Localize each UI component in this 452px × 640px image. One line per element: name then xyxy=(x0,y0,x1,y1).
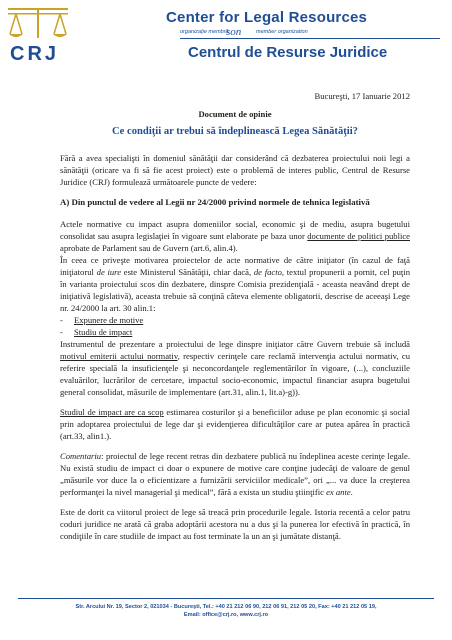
paragraph-comment xyxy=(60,450,410,498)
p2-italic-2: de facto xyxy=(253,267,282,277)
bullet-dash: - xyxy=(60,327,63,337)
p1-text-a: Actele normative cu impact asupra domeniilor social, economic şi de mediu, asupra bugetului consolidat sau asupra legislaţiei în vigoare sunt elaborate pe baza unor xyxy=(60,219,410,241)
p4-text-b: estimarea costurilor şi a beneficiilor aduse pe plan economic şi social prin adoptarea proiectului de lege dar şi evidenţierea dificultăţilor care ar putea apărea în practică (art.33, alin1.). xyxy=(60,407,410,441)
footer-divider xyxy=(18,598,434,599)
org-name-english: Center for Legal Resources xyxy=(166,9,368,26)
paragraph-conclusion: Este de dorit ca viitorul proiect de lege să treacă prin procedurile legale. Istoria recentă a celor patru coduri juridice ne arată că graba adoptării acestora nu a dus şi la punerea lor efectivă în practică, în condiţiile în care studiile de impact au fost terminate la un an şi jumătate distanţă. xyxy=(60,507,410,541)
bullet-dash: - xyxy=(60,315,63,325)
p3-text-a: Instrumentul de prezentare a proiectului de lege dinspre iniţiator către Guvern trebuie să includă xyxy=(60,339,410,349)
p5-italic-2: ex ante xyxy=(326,487,351,497)
scales-of-justice-icon xyxy=(6,4,76,64)
p5-text-b: : proiectul de lege recent retras din dezbatere publică nu îndeplinea aceste cerinţe legale. Nu există studiu de impact ci doar o expunere de motive care conţine judecăţi de valoare de genul „măsurile vor duce la o eficientizare a furnizării serviciilor medicale”, ori „... va duce la creşterea performanţei la nivel managerial şi medical”, fără a exista un studiu ştiinţific xyxy=(60,451,410,497)
son-mark: son xyxy=(226,26,242,38)
letterhead xyxy=(0,0,452,70)
paragraph-motivation xyxy=(60,254,410,314)
footer-address: Str. Arcului Nr. 19, Sector 2, 021034 - Bucureşti, Tel.: +40 21 212 06 90, 212 06 91, 212 05 20, Fax: +40 21 212 05 19, xyxy=(75,604,377,610)
p3-underlined: motivul emiterii actului normativ xyxy=(60,351,178,361)
list-item xyxy=(60,326,410,338)
document-body xyxy=(60,90,410,550)
paragraph-policy-documents xyxy=(60,218,410,254)
tag-left: organizaţie membră xyxy=(180,29,229,35)
footer-contact: Email: office@crj.ro, www.crj.ro xyxy=(183,612,269,618)
p4-underlined: Studiul de impact are ca scop xyxy=(60,407,164,417)
org-name-romanian: Centrul de Resurse Juridice xyxy=(188,44,388,61)
dateline: Bucureşti, 17 Ianuarie 2012 xyxy=(314,91,410,101)
p1-underlined: documente de politici publice xyxy=(307,231,411,241)
paragraph-instrument xyxy=(60,338,410,398)
list-item xyxy=(60,314,410,326)
p2-text-a: În ceea ce priveşte motivarea proiectelor de acte normative de către iniţiator (în cazul de faţă iniţiatorul xyxy=(60,255,410,277)
paragraph-impact-study xyxy=(60,406,410,442)
p5-italic-1: Comentariu xyxy=(60,451,102,461)
intro-paragraph: Fără a avea specialişti în domeniul sănătăţii dar considerând că dezbaterea proiectului noii legi a sănătăţii (oricare va fi să fie acest proiect) este o problemă de interes public, Centrul de Resurse Juridice (CRJ) formulează următoarele puncte de vedere: xyxy=(60,153,410,187)
bullet-expunere: Expunere de motive xyxy=(74,315,144,325)
p2-text-c: , textul propunerii a pornit, cel puţin în varianta proiectului scos din dezbatere, dinspre Comisia prezidenţială - aceasta neavând drept de iniţiativă legislativă), aceasta trebuie să conţină câteva elemente obligatorii, descrise de aceeaşi Lege nr. 24/2000 la art. 30 alin.1: xyxy=(60,267,410,313)
p2-italic-1: de iure xyxy=(96,267,122,277)
logo-text: CRJ xyxy=(10,43,60,64)
tag-right: member organization xyxy=(256,29,308,35)
p3-text-b: , respectiv cerinţele care reclamă intervenţia actului normativ, cu referire specială la insuficienţele şi neconcordanţele reglementărilor în vigoare, (...), concluziile evaluărilor, lucrărilor de cercetare, impactul socio-economic, impactul financiar asupra bugetului general consolidat, măsurile de implementare (art.31, alin.1, lit.a)-g)). xyxy=(60,351,411,397)
p2-text-b: este Ministerul Sănătăţii, chiar dacă, xyxy=(121,267,254,277)
crj-logo xyxy=(6,4,76,64)
p1-text-b: aprobate de Parlament sau de Guvern (art.6, alin.4). xyxy=(60,243,238,253)
p5-text-c: . xyxy=(350,487,353,497)
section-a-heading: A) Din punctul de vedere al Legii nr 24/2000 privind normele de tehnica legislativă xyxy=(60,197,370,207)
membership-tagline xyxy=(180,26,450,41)
document-type: Document de opinie xyxy=(198,109,272,119)
bullet-studiu: Studiu de impact xyxy=(74,327,133,337)
tagline-divider xyxy=(180,38,440,39)
document-title: Ce condiţii ar trebui să îndeplinească Legea Sănătăţii? xyxy=(112,126,358,137)
